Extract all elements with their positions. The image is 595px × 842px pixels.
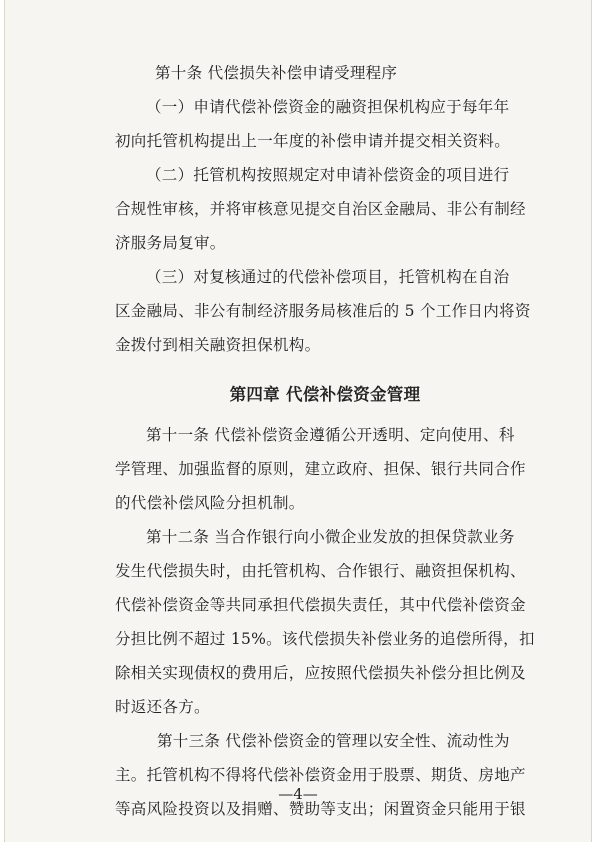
article-12-line-3: 代偿补偿资金等共同承担代偿损失责任，其中代偿补偿资金 bbox=[115, 596, 526, 614]
article-10-heading: 第十条 代偿损失补偿申请受理程序 bbox=[155, 64, 398, 82]
article-12-line-5: 除相关实现债权的费用后，应按照代偿损失补偿分担比例及 bbox=[115, 664, 526, 682]
article-10-item-1-line-1: （一）申请代偿补偿资金的融资担保机构应于每年年 bbox=[146, 98, 510, 116]
article-13-line-3: 等高风险投资以及捐赠、赞助等支出；闲置资金只能用于银 bbox=[115, 800, 526, 818]
page-number: —4— bbox=[278, 785, 318, 803]
article-11-line-3: 的代偿补偿风险分担机制。 bbox=[115, 494, 305, 512]
article-12-line-4: 分担比例不超过 15%。该代偿损失补偿业务的追偿所得，扣 bbox=[115, 630, 535, 648]
article-12-line-6: 时返还各方。 bbox=[115, 698, 210, 716]
article-11-line-2: 学管理、加强监督的原则，建立政府、担保、银行共同合作 bbox=[115, 460, 526, 478]
article-12-line-2: 发生代偿损失时，由托管机构、合作银行、融资担保机构、 bbox=[115, 562, 526, 580]
chapter-4-title: 第四章 代偿补偿资金管理 bbox=[229, 385, 421, 404]
article-12-line-1: 第十二条 当合作银行向小微企业发放的担保贷款业务 bbox=[146, 528, 515, 546]
article-13-line-2: 主。托管机构不得将代偿补偿资金用于股票、期货、房地产 bbox=[115, 766, 526, 784]
article-13-line-1: 第十三条 代偿补偿资金的管理以安全性、流动性为 bbox=[157, 732, 510, 750]
article-11-line-1: 第十一条 代偿补偿资金遵循公开透明、定向使用、科 bbox=[146, 426, 515, 444]
article-10-item-1-line-2: 初向托管机构提出上一年度的补偿申请并提交相关资料。 bbox=[115, 132, 511, 150]
article-10-item-3-line-1: （三）对复核通过的代偿补偿项目，托管机构在自治 bbox=[146, 268, 510, 286]
article-10-item-3-line-3: 金拨付到相关融资担保机构。 bbox=[115, 336, 321, 354]
article-10-item-2-line-1: （二）托管机构按照规定对申请补偿资金的项目进行 bbox=[146, 166, 510, 184]
article-10-item-2-line-3: 济服务局复审。 bbox=[115, 234, 226, 252]
document-body bbox=[115, 56, 535, 826]
article-10-item-3-line-2: 区金融局、非公有制经济服务局核准后的 5 个工作日内将资 bbox=[115, 302, 531, 320]
document-page bbox=[4, 0, 592, 842]
article-10-item-2-line-2: 合规性审核，并将审核意见提交自治区金融局、非公有制经 bbox=[115, 200, 526, 218]
